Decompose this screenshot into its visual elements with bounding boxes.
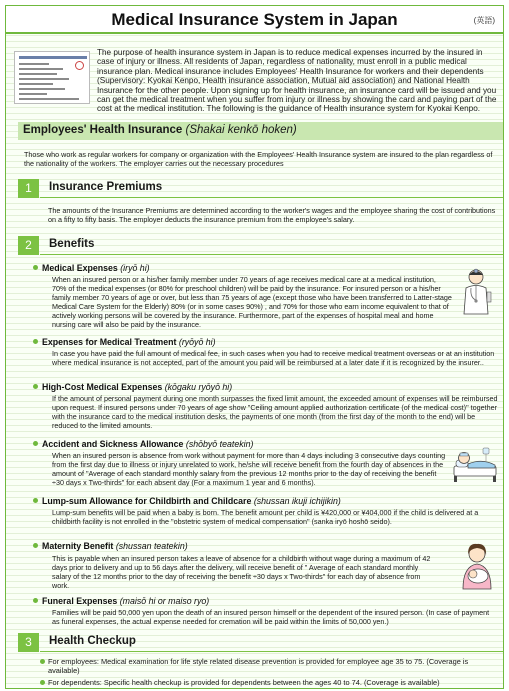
doctor-illustration <box>458 266 494 316</box>
sick-person-illustration <box>452 446 498 484</box>
mother-baby-illustration <box>456 542 498 590</box>
benefit-title-medical-expenses: Medical Expenses (iryō hi) <box>42 263 150 273</box>
insurance-premiums-text: The amounts of the Insurance Premiums are determined according to the worker's wages and the employee sharing the cost of contributions on a fifty to fifty basis. The employer deducts the insurance premium from the employee's salary. <box>48 206 496 225</box>
benefit-title-funeral: Funeral Expenses (maisō hi or maiso ryo) <box>42 596 209 606</box>
section-benefits <box>18 236 503 255</box>
section-health-checkup <box>18 633 503 652</box>
benefit-title-expenses-medical-treatment: Expenses for Medical Treatment (ryōyō hi) <box>42 337 216 347</box>
page-frame <box>5 5 504 689</box>
benefit-text-accident-sickness: When an insured person is absence from work without payment for more than 4 days including 3 consecutive days counting from the first day due to illness or injury unrelated to work, he/she will receive benefit from the fourth day of absences in the amount of "Average of each standard monthly salary from the previous 12 months prior to the day of receiving the benefit ÷30 days x Two-thirds" for each absent day (For a maximum 1 year and 6 months). <box>52 451 446 488</box>
intro-text: The purpose of health insurance system in Japan is to reduce medical expenses incurred by the insured in case of injury or illness. All residents of Japan, regardless of nationality, must enroll in a public medical insurance plan. Medical insurance includes Employees' Health Insurance for workers and their dependents (Supervisory: Kyokai Kenpo, Health insurance association, Mutual aid association) and National Health Insurance for the other people. Upon signing up for health insurance, an insurance card will be issued and you can get the medical treatment when you suffer from injury or illness by showing the card and paying part of the cost at the medical institution. The following is the guidance of Health insurance system for Kyokai Kenpo. <box>97 48 497 114</box>
title-bar <box>6 6 503 34</box>
checkup-dependents: For dependents: Specific health checkup is provided for dependents between the ages 40 to 74. (Coverage is available) <box>48 678 498 687</box>
section-number: 2 <box>18 236 39 255</box>
benefit-text-lump-sum-childbirth: Lump-sum benefits will be paid when a baby is born. The benefit amount per child is ¥420,000 or ¥404,000 if the child is delivered at a childbirth facility is not enrolled in the "obstetric system of medical compensation" (sanka iryō hoshō seido). <box>52 508 479 527</box>
section-employees-health-insurance <box>18 122 503 140</box>
section-heading: Health Checkup <box>49 635 136 647</box>
benefit-title-maternity: Maternity Benefit (shussan teatekin) <box>42 541 188 551</box>
checkup-employees: For employees: Medical examination for life style related disease prevention is provided for employee age 35 to 75. (Coverage is available) <box>48 657 498 676</box>
benefit-title-lump-sum-childbirth: Lump-sum Allowance for Childbirth and Childcare (shussan ikuji ichijikin) <box>42 496 341 506</box>
insurance-card-image <box>14 51 90 104</box>
page-title: Medical Insurance System in Japan <box>111 10 398 29</box>
benefit-text-maternity: This is payable when an insured person takes a leave of absence for a childbirth without wage during a maximum of 42 days prior to delivery and up to 56 days after the delivery, will receive benefit of " Average of each standard monthly salary of the 12 months prior to the day of receiving the benefit ÷30 days x Two-thirds" for each day of absence from work. <box>52 554 431 591</box>
benefit-text-funeral: Families will be paid 50,000 yen upon the death of an insured person himself or the dependent of the insured person. (In case of payment as funeral expenses, the actual expense needed for cremation will be paid within the limits of 50,000 yen.) <box>52 608 490 627</box>
benefit-text-expenses-medical-treatment: In case you have paid the full amount of medical fee, in such cases when you had to receive medical treatment overseas or at an institution where medical insurance is not accepted, part of the amount you paid will be reimbursed at a later date if it is recognized by the insurer.. <box>52 349 495 368</box>
section-insurance-premiums <box>18 179 503 198</box>
section-number: 1 <box>18 179 39 198</box>
section-title: Employees' Health Insurance (Shakai kenkō hoken) <box>23 124 297 136</box>
benefit-text-high-cost-medical: If the amount of personal payment during one month surpasses the fixed limit amount, the exceeded amount of expenses will be reimbursed upon request. If insured persons under 70 years of age show "Ceiling amount applied authorization certificate (of the medical cost)" together with the insurance card to the medical institution desks, the payments of one month (from the first day of the month to the end) will be reduced to the limited amounts. <box>52 394 498 431</box>
section-description: Those who work as regular workers for company or organization with the Employees' Health Insurance system are insured to the plan regardless of the nationality of the workers. The employer carries out the necessary procedures <box>24 150 493 169</box>
benefit-text-medical-expenses: When an insured person or a his/her family member under 70 years of age receives medical care at a medical institution, 70% of the medical expenses (or 80% for preschool children) will be paid by the insurance. For insured person or a his/her family member 70 years of age or over, but less than 75 years of age (except those who have been transferred to Latter-stage Medical Care System for the Elderly) 80% (or in some cases 90%) , and 70% for those who earn income equivalent to that of actively working persons will be covered by the insurance. Furthermore, part of the expenses of hospital meal and home nursing care will also be paid by the insurance. <box>52 275 452 330</box>
section-heading: Insurance Premiums <box>49 181 163 193</box>
section-number: 3 <box>18 633 39 652</box>
section-heading: Benefits <box>49 238 95 250</box>
benefit-title-accident-sickness: Accident and Sickness Allowance (shōbyō teatekin) <box>42 439 253 449</box>
benefit-title-high-cost-medical: High-Cost Medical Expenses (kōgaku ryōyō hi) <box>42 382 232 392</box>
language-badge: (英語) <box>473 16 495 25</box>
